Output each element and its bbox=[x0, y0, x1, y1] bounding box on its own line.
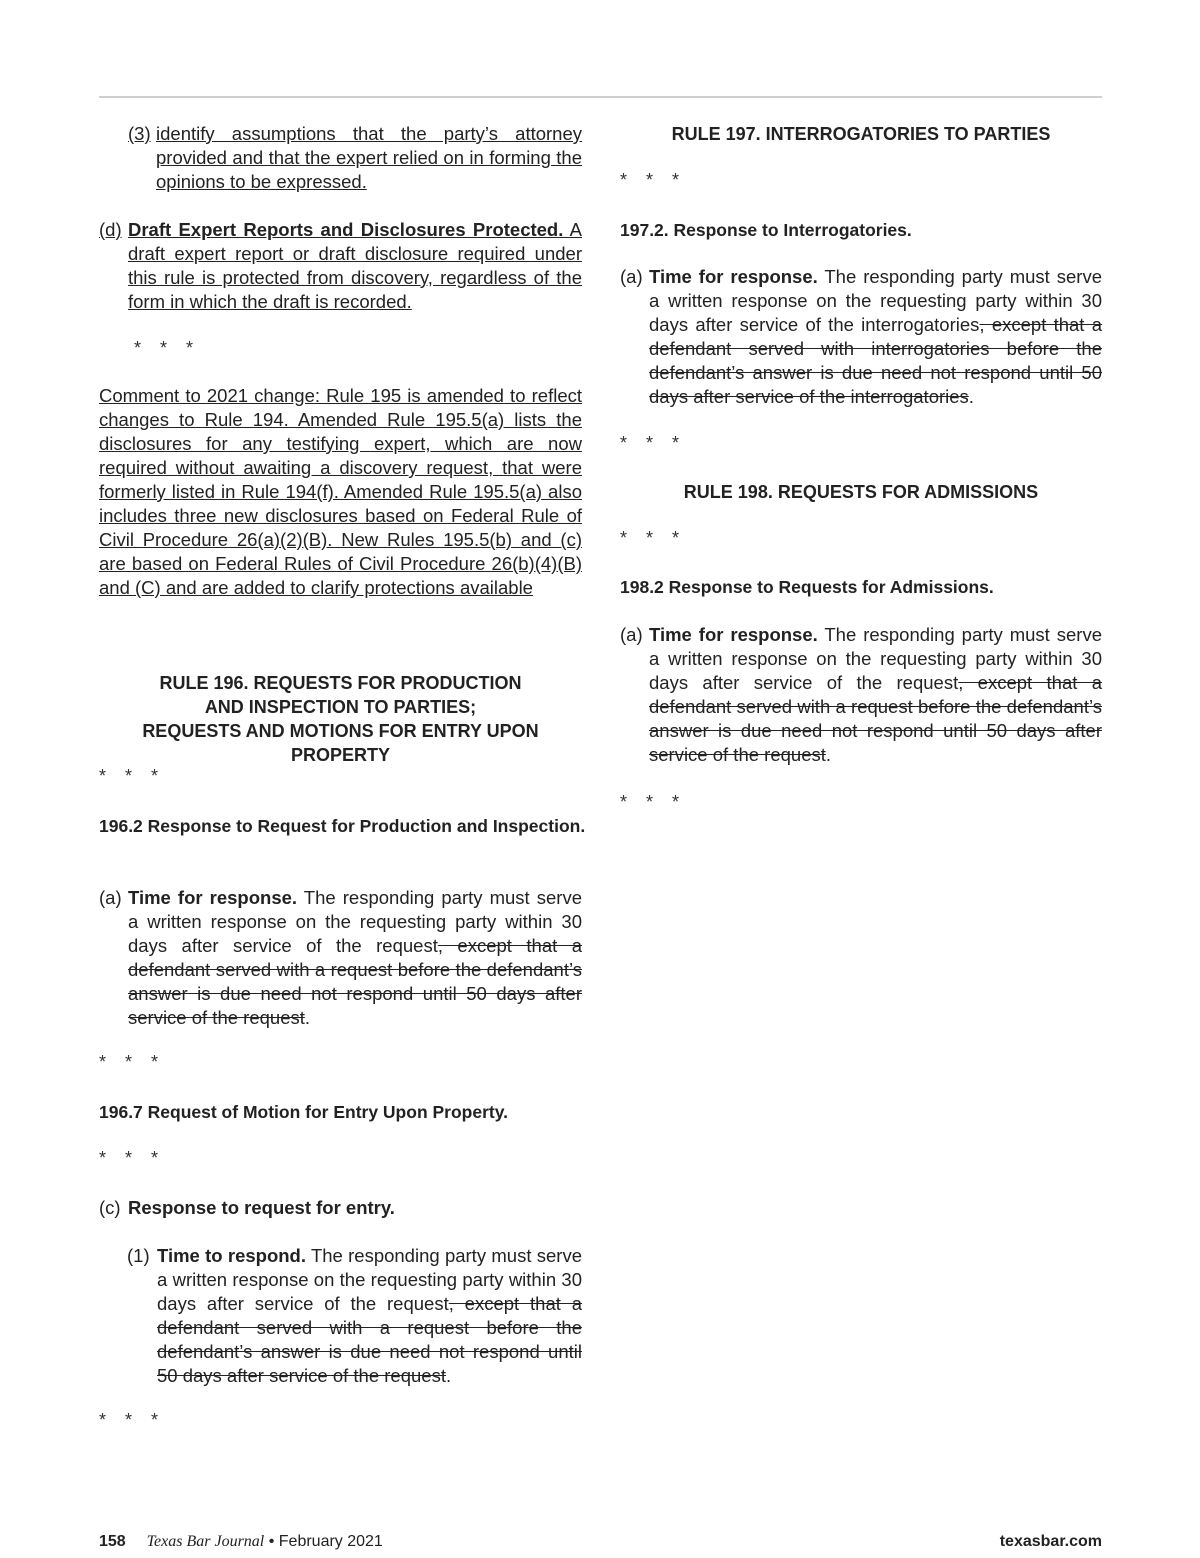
section-break: * * * bbox=[620, 792, 687, 812]
item-d-body bbox=[128, 218, 582, 314]
item-196-7-c-1-label: (1) bbox=[127, 1245, 150, 1266]
item-196-7-c-1-end: . bbox=[445, 1365, 452, 1386]
item-198-2-a-struck: , except that a defendant served with a request before the defendant’s answer is due need not respond until 50 days after service of the request bbox=[649, 672, 1102, 765]
section-196-2-heading: 196.2 Response to Request for Production and Inspection. bbox=[99, 816, 586, 836]
item-196-2-a-title: Time for response. bbox=[128, 887, 298, 908]
rule-196-heading-line3: REQUESTS AND MOTIONS FOR ENTRY UPON PROPERTY bbox=[142, 721, 539, 765]
item-d-title: Draft Expert Reports and Disclosures Protected. bbox=[128, 219, 564, 240]
item-198-2-a-text: The responding party must serve a written response on the requesting party within 30 days after service of the request bbox=[649, 624, 1102, 693]
item-3 bbox=[128, 122, 582, 194]
site-link[interactable]: texasbar.com bbox=[999, 1533, 1102, 1550]
item-197-2-a-body bbox=[649, 265, 1102, 409]
section-198-2-heading: 198.2 Response to Requests for Admissions. bbox=[620, 577, 994, 597]
item-d-label: (d) bbox=[99, 219, 122, 240]
issue-date: February 2021 bbox=[278, 1533, 383, 1550]
item-197-2-a bbox=[620, 265, 1102, 409]
section-break: * * * bbox=[620, 433, 687, 453]
item-3-label: (3) bbox=[128, 123, 151, 144]
item-d bbox=[99, 218, 582, 314]
item-196-2-a-text: The responding party must serve a written response on the requesting party within 30 days after service of the request bbox=[128, 887, 582, 956]
item-198-2-a-label: (a) bbox=[620, 624, 643, 645]
item-197-2-a-struck: , except that a defendant served with interrogatories before the defendant’s answer is due need not respond until 50 days after service of the interrogatories bbox=[649, 314, 1103, 407]
publication-name: Texas Bar Journal bbox=[146, 1533, 265, 1550]
item-196-7-c-label: (c) bbox=[99, 1197, 121, 1218]
item-196-2-a-body bbox=[128, 886, 582, 1030]
footer-bullet: • bbox=[268, 1533, 275, 1550]
item-198-2-a-body bbox=[649, 623, 1102, 767]
item-d-text: A draft expert report or draft disclosure required under this rule is protected from discovery, regardless of the form in which the draft is recorded. bbox=[128, 219, 582, 312]
rule-196-heading bbox=[99, 671, 582, 767]
item-196-7-c-1-body bbox=[157, 1244, 582, 1388]
item-196-2-a-end: . bbox=[304, 1007, 311, 1028]
page-number: 158 bbox=[99, 1533, 126, 1550]
item-196-7-c-1 bbox=[127, 1244, 582, 1388]
section-197-2-heading: 197.2. Response to Interrogatories. bbox=[620, 220, 912, 240]
section-break: * * * bbox=[99, 1410, 166, 1430]
item-198-2-a-title: Time for response. bbox=[649, 624, 818, 645]
header-rule bbox=[99, 96, 1102, 98]
item-196-2-a-struck: , except that a defendant served with a request before the defendant’s answer is due need not respond until 50 days after service of the request bbox=[128, 935, 582, 1028]
item-196-7-c-1-struck: , except that a defendant served with a request before the defendant’s answer is due need not respond until 50 days after service of the request bbox=[157, 1293, 582, 1386]
item-196-7-c-title: Response to request for entry. bbox=[128, 1197, 395, 1218]
item-198-2-a bbox=[620, 623, 1102, 767]
section-break: * * * bbox=[620, 528, 687, 548]
item-197-2-a-label: (a) bbox=[620, 266, 643, 287]
item-197-2-a-title: Time for response. bbox=[649, 266, 818, 287]
section-196-7-heading: 196.7 Request of Motion for Entry Upon Property. bbox=[99, 1102, 509, 1122]
section-break: * * * bbox=[99, 766, 166, 786]
item-196-7-c bbox=[99, 1196, 582, 1220]
item-3-text: identify assumptions that the party’s attorney provided and that the expert relied on in forming the opinions to be expressed. bbox=[156, 123, 582, 192]
rule-196-heading-line2: AND INSPECTION TO PARTIES; bbox=[204, 697, 477, 717]
rule-198-heading: RULE 198. REQUESTS FOR ADMISSIONS bbox=[683, 482, 1039, 502]
item-196-7-c-1-text: The responding party must serve a written response on the requesting party within 30 days after service of the request bbox=[157, 1245, 582, 1314]
comment-text: Comment to 2021 change: Rule 195 is amended to reflect changes to Rule 194. Amended Rule 195.5(a) lists the disclosures for any testifying expert, which are now required without awaiting a discovery request, that were formerly listed in Rule 194(f). Amended Rule 195.5(a) also includes three new disclosures based on Federal Rule of Civil Procedure 26(a)(2)(B). New Rules 195.5(b) and (c) are based on Federal Rules of Civil Procedure 26(b)(4)(B) and (C) and are added to clarify protections available bbox=[99, 385, 582, 598]
comment-2021 bbox=[99, 384, 582, 600]
item-196-2-a bbox=[99, 886, 582, 1030]
rule-197-heading: RULE 197. INTERROGATORIES TO PARTIES bbox=[671, 124, 1051, 144]
item-197-2-a-end: . bbox=[968, 386, 974, 407]
footer-left bbox=[99, 1531, 383, 1553]
item-196-2-a-label: (a) bbox=[99, 887, 122, 908]
section-break: * * * bbox=[134, 338, 201, 358]
item-196-7-c-1-title: Time to respond. bbox=[157, 1245, 306, 1266]
section-break: * * * bbox=[99, 1148, 166, 1168]
rule-196-heading-line1: RULE 196. REQUESTS FOR PRODUCTION bbox=[159, 673, 522, 693]
section-break: * * * bbox=[620, 170, 687, 190]
section-break: * * * bbox=[99, 1052, 166, 1072]
item-198-2-a-end: . bbox=[825, 744, 832, 765]
item-197-2-a-text: The responding party must serve a written response on the requesting party within 30 days after service of the interrogatories bbox=[649, 266, 1102, 335]
